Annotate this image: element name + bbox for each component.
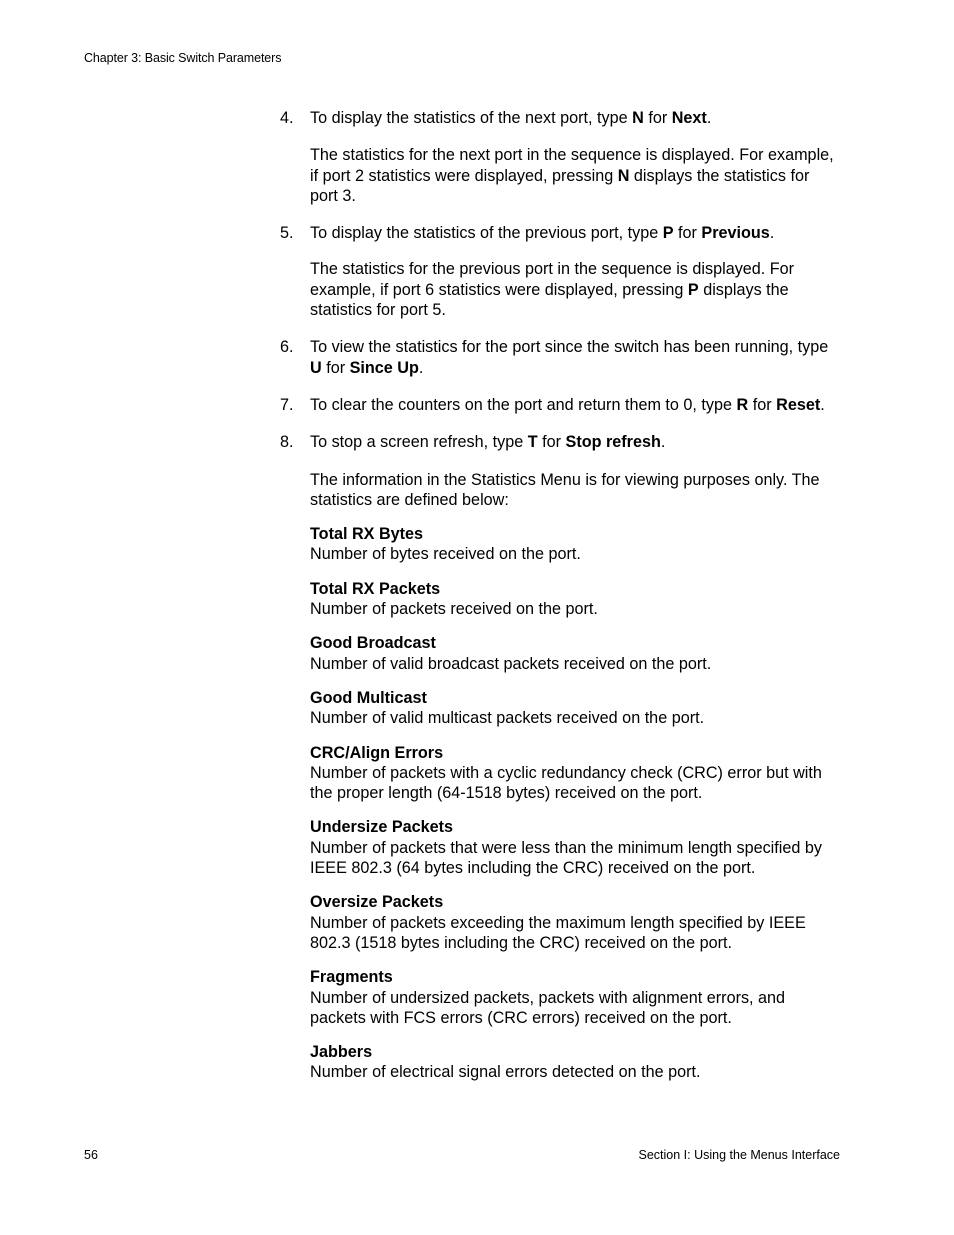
running-header: Chapter 3: Basic Switch Parameters (84, 51, 282, 65)
step-text: To display the statistics of the previous port, type P for Previous. (310, 224, 775, 243)
definition-description: Number of bytes received on the port. (310, 545, 581, 564)
step-number: 4. (280, 109, 294, 127)
step-5 (280, 223, 840, 243)
step-6 (280, 337, 840, 378)
step-text: To stop a screen refresh, type T for Stop refresh. (310, 433, 666, 452)
definition-description: Number of valid broadcast packets received on the port. (310, 654, 712, 673)
definition-description: Number of undersized packets, packets with alignment errors, and packets with FCS errors (CRC errors) received on the port. (310, 988, 786, 1027)
step-8 (280, 432, 840, 452)
step-number: 6. (280, 338, 294, 357)
step-number: 5. (280, 224, 294, 243)
definition-item (280, 967, 840, 1028)
definition-description: Number of packets received on the port. (310, 600, 598, 619)
definition-item (280, 633, 840, 674)
step-5-detail: The statistics for the previous port in the sequence is displayed. For example, if port 6 statistics were displayed, pressing P displays the statistics for port 5. (310, 260, 795, 320)
page-number: 56 (84, 1148, 98, 1162)
statistics-intro: The information in the Statistics Menu is for viewing purposes only. The statistics are defined below: (310, 470, 820, 509)
definition-item (280, 579, 840, 620)
step-4-detail: The statistics for the next port in the sequence is displayed. For example, if port 2 statistics were displayed, pressing N displays the statistics for port 3. (310, 146, 834, 205)
definition-item (280, 688, 840, 729)
section-footer: Section I: Using the Menus Interface (638, 1148, 840, 1162)
definition-description: Number of electrical signal errors detected on the port. (310, 1063, 701, 1082)
step-number: 8. (280, 433, 294, 452)
definition-item (280, 892, 840, 953)
step-text: To display the statistics of the next port, type N for Next. (310, 109, 712, 127)
definition-term: Jabbers (310, 1043, 373, 1062)
definition-description: Number of packets that were less than the minimum length specified by IEEE 802.3 (64 bytes including the CRC) received on the port. (310, 838, 822, 878)
step-4 (280, 108, 840, 128)
definition-term: Total RX Bytes (310, 525, 424, 544)
definition-term: Good Multicast (310, 688, 427, 707)
definition-term: Oversize Packets (310, 893, 444, 912)
definition-item (280, 1042, 840, 1083)
definition-description: Number of valid multicast packets received on the port. (310, 709, 705, 728)
step-text: To clear the counters on the port and return them to 0, type R for Reset. (310, 395, 825, 414)
definition-term: Good Broadcast (310, 634, 436, 653)
page-content (280, 108, 840, 1083)
definition-item (280, 524, 840, 565)
definition-description: Number of packets exceeding the maximum length specified by IEEE 802.3 (1518 bytes including the CRC) received on the port. (310, 913, 806, 952)
definition-term: Total RX Packets (310, 579, 441, 598)
definition-description: Number of packets with a cyclic redundancy check (CRC) error but with the proper length (64-1518 bytes) received on the port. (310, 763, 822, 803)
definition-term: Fragments (310, 968, 393, 987)
step-text: To view the statistics for the port since the switch has been running, type U for Since Up. (310, 338, 829, 377)
step-number: 7. (280, 395, 294, 414)
definition-item (280, 817, 840, 878)
definition-item (280, 743, 840, 804)
definition-term: CRC/Align Errors (310, 743, 444, 762)
definition-term: Undersize Packets (310, 818, 454, 837)
step-7 (280, 395, 840, 415)
definition-list (280, 524, 840, 1083)
